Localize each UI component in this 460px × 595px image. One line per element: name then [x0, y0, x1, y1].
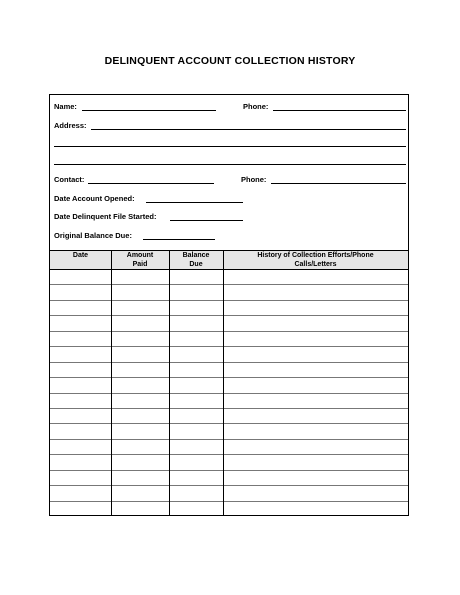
address-line-2[interactable] [54, 146, 406, 147]
table-row [50, 454, 408, 455]
table-header [50, 251, 408, 270]
table-row [50, 331, 408, 332]
table-row [50, 408, 408, 409]
date-delinquent-field[interactable] [170, 220, 243, 221]
contact-label: Contact: [54, 175, 85, 184]
form-frame [49, 94, 409, 516]
table-row [50, 393, 408, 394]
column-divider [111, 251, 112, 516]
table-row [50, 423, 408, 424]
table-row [50, 315, 408, 316]
table-row [50, 377, 408, 378]
contact-phone-label: Phone: [241, 175, 267, 184]
phone-field[interactable] [273, 110, 406, 111]
address-label: Address: [54, 121, 87, 130]
name-field[interactable] [82, 110, 216, 111]
table-row [50, 300, 408, 301]
contact-field[interactable] [88, 183, 214, 184]
column-header-amount-paid: Amount Paid [126, 252, 154, 268]
date-delinquent-label: Date Delinquent File Started: [54, 212, 157, 221]
column-divider [169, 251, 170, 516]
address-line-3[interactable] [54, 164, 406, 165]
original-balance-label: Original Balance Due: [54, 231, 132, 240]
address-field[interactable] [91, 129, 406, 130]
table-row [50, 439, 408, 440]
table-row [50, 485, 408, 486]
form-title: DELINQUENT ACCOUNT COLLECTION HISTORY [104, 55, 356, 67]
phone-label: Phone: [243, 102, 269, 111]
column-header-date: Date [72, 252, 89, 259]
date-opened-field[interactable] [146, 202, 243, 203]
table-row [50, 284, 408, 285]
name-label: Name: [54, 102, 77, 111]
column-header-balance-due: Balance Due [182, 252, 210, 268]
table-row [50, 501, 408, 502]
column-divider [223, 251, 224, 516]
contact-phone-field[interactable] [271, 183, 406, 184]
table-row [50, 362, 408, 363]
table-row [50, 346, 408, 347]
column-header-history: History of Collection Efforts/Phone Calls/Letters [257, 252, 374, 268]
original-balance-field[interactable] [143, 239, 215, 240]
table-row [50, 470, 408, 471]
collection-history-table [50, 250, 408, 516]
date-opened-label: Date Account Opened: [54, 194, 135, 203]
